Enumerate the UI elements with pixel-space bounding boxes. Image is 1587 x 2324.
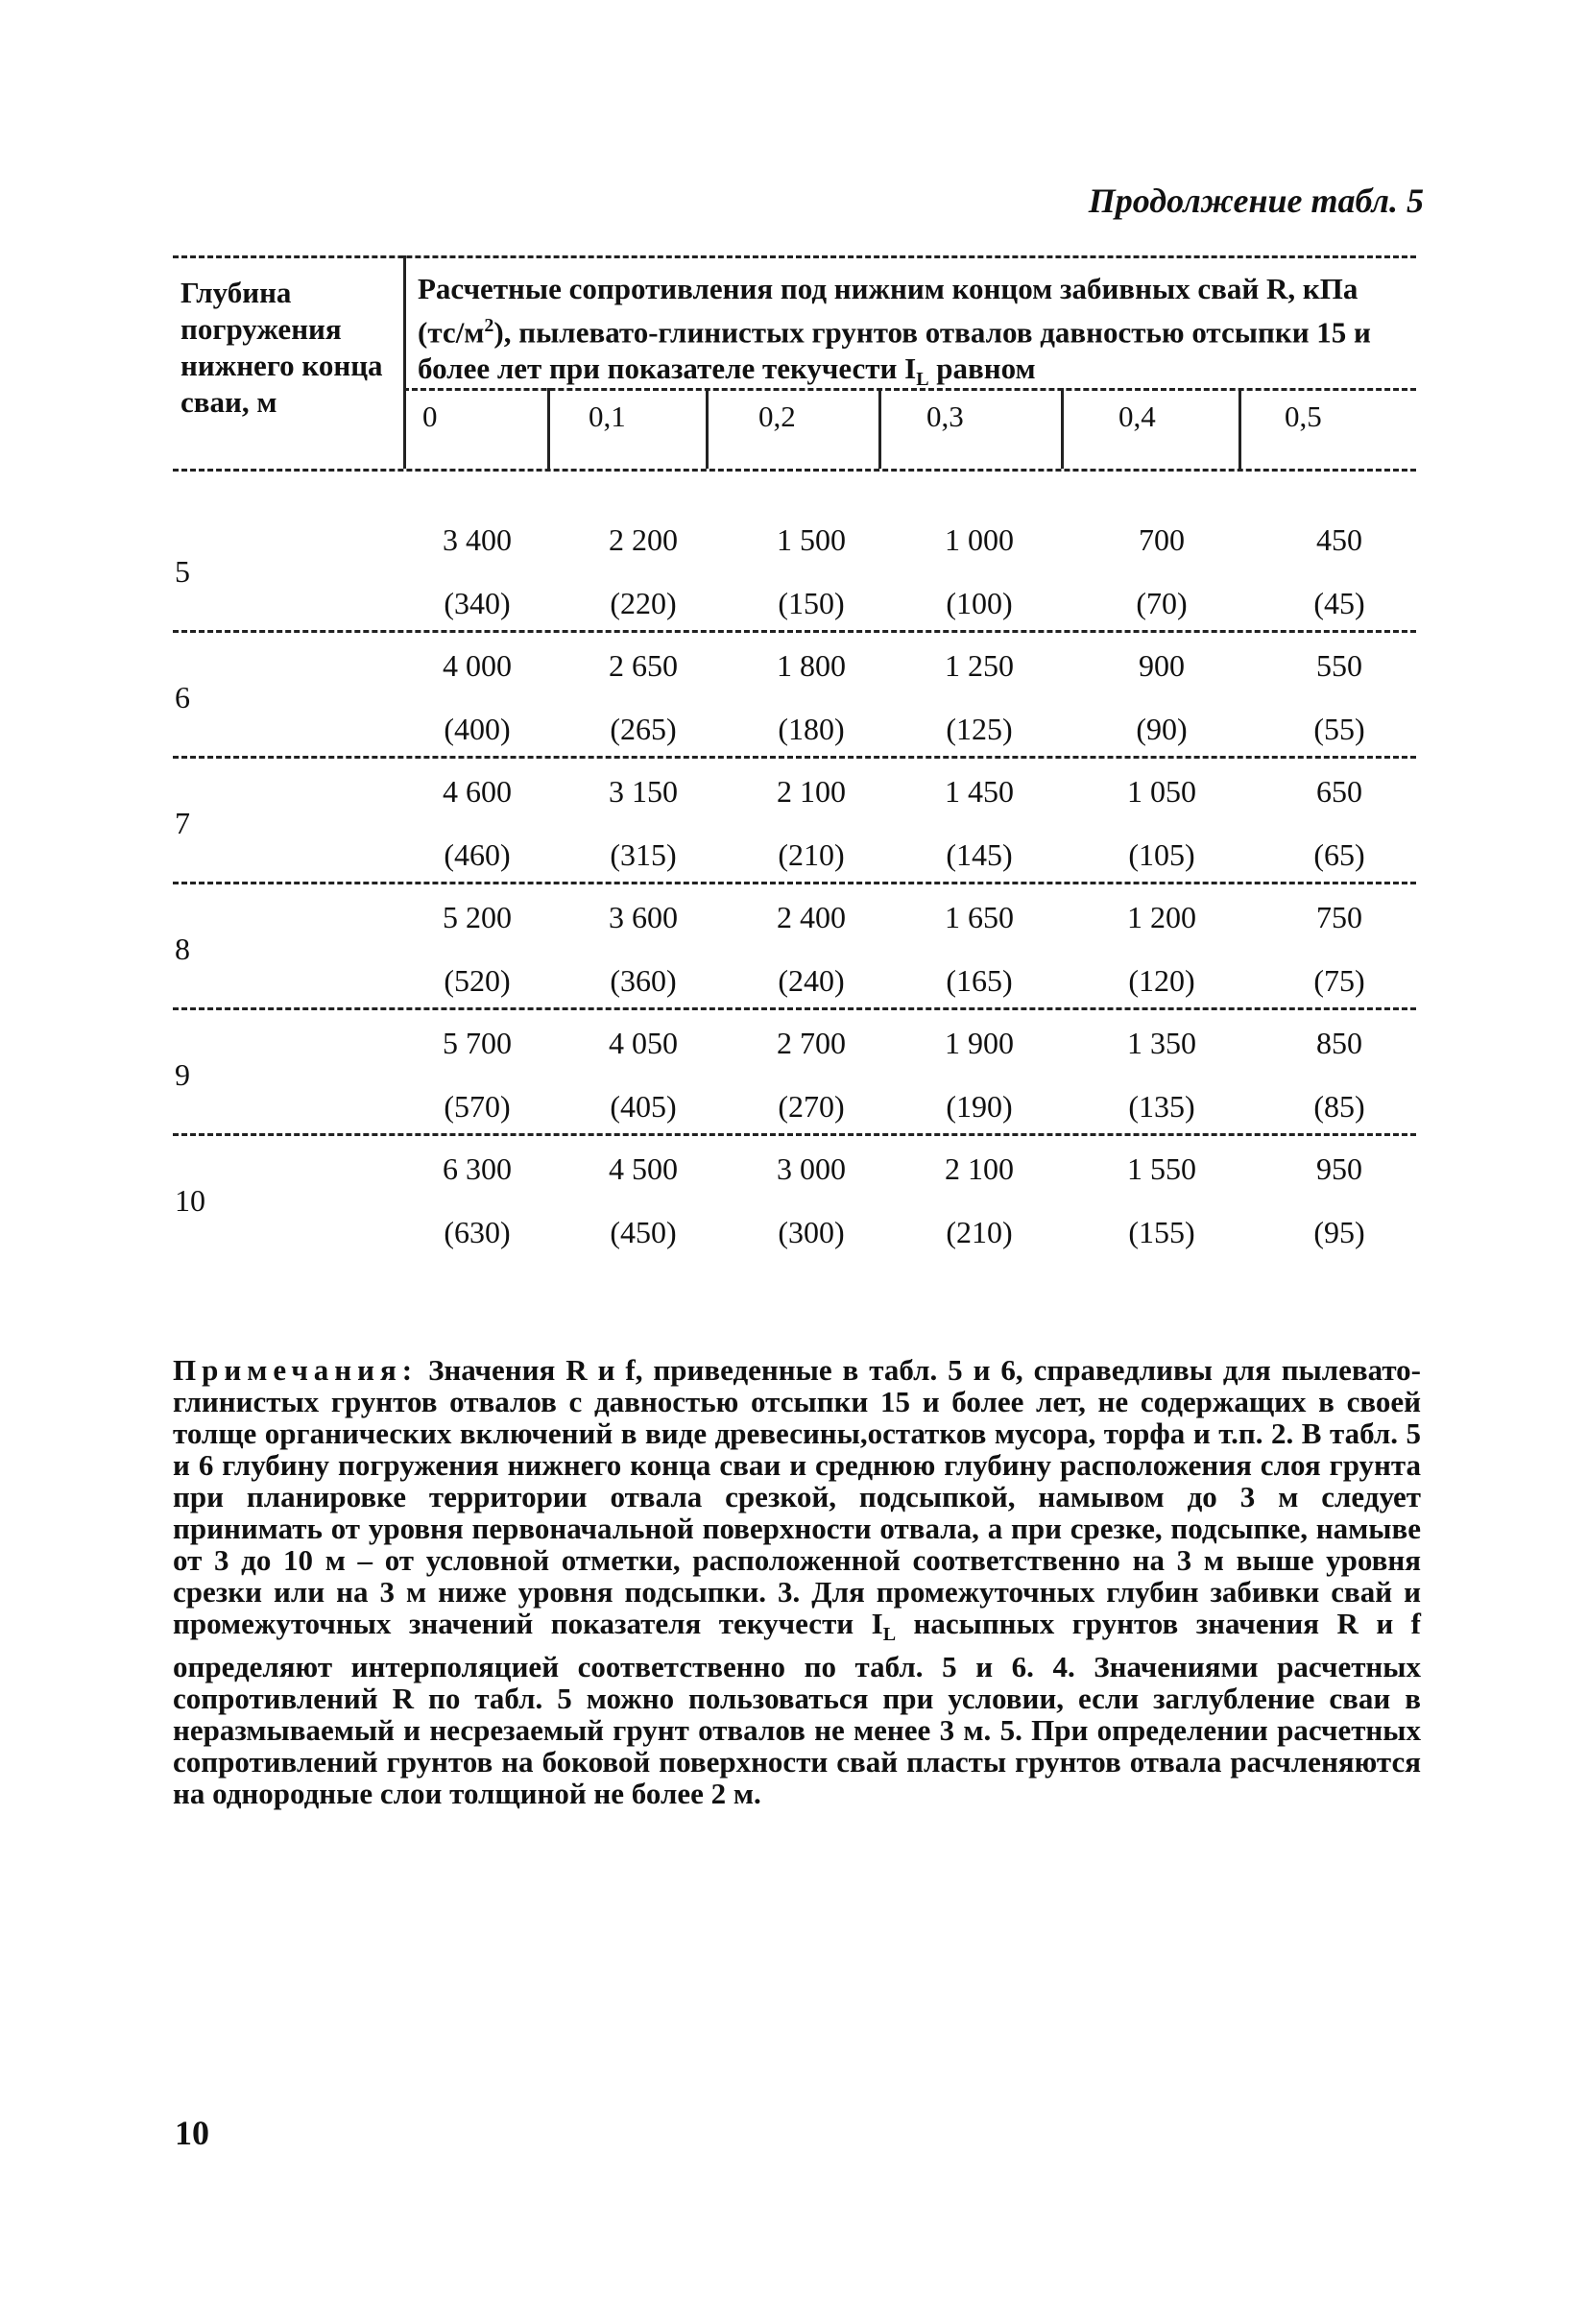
resistance-kpa-value: 4 000 <box>443 648 512 683</box>
table-row <box>173 1151 1416 1277</box>
resistance-kpa-value: 1 800 <box>777 648 846 683</box>
resistance-kpa-value: 2 200 <box>609 522 678 557</box>
depth-value: 10 <box>175 1183 205 1218</box>
resistance-kpa-value: 900 <box>1139 648 1185 683</box>
resistance-kpa-value: 1 050 <box>1127 774 1196 809</box>
resistance-tc-value: (360) <box>610 963 677 998</box>
resistance-kpa-value: 1 500 <box>777 522 846 557</box>
resistance-tc-value: (95) <box>1313 1215 1365 1249</box>
resistance-kpa-value: 1 250 <box>945 648 1014 683</box>
row-separator <box>173 630 1416 633</box>
resistance-kpa-value: 450 <box>1316 522 1362 557</box>
resistance-kpa-value: 1 900 <box>945 1026 1014 1060</box>
resistance-tc-value: (315) <box>610 837 677 872</box>
page-number: 10 <box>175 2114 209 2152</box>
row-separator <box>173 1133 1416 1136</box>
resistance-tc-value: (145) <box>946 837 1013 872</box>
resistance-kpa-value: 1 450 <box>945 774 1014 809</box>
resistance-kpa-value: 1 200 <box>1127 900 1196 934</box>
resistance-kpa-value: 2 400 <box>777 900 846 934</box>
resistance-tc-value: (120) <box>1128 963 1195 998</box>
resistance-tc-value: (240) <box>778 963 845 998</box>
resistance-tc-value: (45) <box>1313 586 1365 620</box>
resistance-tc-value: (55) <box>1313 712 1365 746</box>
depth-value: 7 <box>175 806 190 840</box>
resistance-tc-value: (210) <box>778 837 845 872</box>
resistance-tc-value: (125) <box>946 712 1013 746</box>
resistance-kpa-value: 2 100 <box>777 774 846 809</box>
resistance-tc-value: (65) <box>1313 837 1365 872</box>
il-header-top-rule <box>403 388 1416 391</box>
depth-value: 5 <box>175 554 190 589</box>
resistance-tc-value: (630) <box>444 1215 511 1249</box>
resistance-tc-value: (450) <box>610 1215 677 1249</box>
resistance-kpa-value: 6 300 <box>443 1151 512 1186</box>
resistance-tc-value: (400) <box>444 712 511 746</box>
resistance-kpa-value: 5 700 <box>443 1026 512 1060</box>
row-separator <box>173 882 1416 884</box>
table-header-bottom-rule <box>173 469 1416 472</box>
resistance-kpa-value: 4 500 <box>609 1151 678 1186</box>
resistance-tc-value: (150) <box>778 586 845 620</box>
resistance-kpa-value: 550 <box>1316 648 1362 683</box>
resistance-kpa-value: 1 650 <box>945 900 1014 934</box>
resistance-tc-value: (90) <box>1136 712 1188 746</box>
resistance-kpa-value: 3 400 <box>443 522 512 557</box>
row-separator <box>173 1007 1416 1010</box>
il-value-1: 0,1 <box>589 399 626 433</box>
il-value-2: 0,2 <box>758 399 796 433</box>
il-value-5: 0,5 <box>1285 399 1322 433</box>
continuation-title: Продолжение табл. 5 <box>1088 182 1424 220</box>
resistance-tc-value: (100) <box>946 586 1013 620</box>
resistance-tc-value: (165) <box>946 963 1013 998</box>
resistance-tc-value: (190) <box>946 1089 1013 1124</box>
resistance-tc-value: (105) <box>1128 837 1195 872</box>
notes-label: Примечания: <box>173 1353 419 1387</box>
resistance-tc-value: (135) <box>1128 1089 1195 1124</box>
resistance-tc-value: (460) <box>444 837 511 872</box>
il-value-0: 0 <box>422 399 438 433</box>
resistance-tc-value: (210) <box>946 1215 1013 1249</box>
resistance-kpa-value: 950 <box>1316 1151 1362 1186</box>
resistance-tc-value: (220) <box>610 586 677 620</box>
resistance-kpa-value: 750 <box>1316 900 1362 934</box>
resistance-tc-value: (180) <box>778 712 845 746</box>
resistance-kpa-value: 3 600 <box>609 900 678 934</box>
resistance-kpa-value: 4 050 <box>609 1026 678 1060</box>
resistance-tc-value: (570) <box>444 1089 511 1124</box>
resistance-header: Расчетные сопротивления под нижним концом забивных свай R, кПа $(тс/м^2)$, пылевато-глинистых грунтов отвалов давностью отсыпки 15 и более лет при показателе текучести $I_L$ равном <box>418 272 1371 391</box>
resistance-tc-value: (520) <box>444 963 511 998</box>
resistance-tc-value: (340) <box>444 586 511 620</box>
resistance-kpa-value: 4 600 <box>443 774 512 809</box>
depth-value: 8 <box>175 932 190 966</box>
resistance-kpa-value: 850 <box>1316 1026 1362 1060</box>
resistance-kpa-value: 2 700 <box>777 1026 846 1060</box>
table-notes: Примечания: Значения R и f, приведенные в табл. 5 и 6, справедливы для пылевато-глинистых грунтов отвалов с давностью отсыпки 15 и более лет, не содержащих в своей толще органических включений в виде древесины,остатков мусора, торфа и т.п. 2. В табл. 5 и 6 глубину погружения нижнего конца сваи и среднюю глубину расположения слоя грунта при планировке территории отвала срезкой, подсыпкой, намывом до 3 м следует принимать от уровня первоначальной поверхности отвала, а при срезке, подсыпке, намыве от 3 до 10 м – от условной отметки, расположенной соответственно на 3 м выше уровня срезки или на 3 м ниже уровня подсыпки. 3. Для промежуточных глубин забивки свай и промежуточных значений показателя текучести $I_L$ насыпных грунтов значения R и f определяют интерполяцией соответственно по табл. 5 и 6. 4. Значениями расчетных сопротивлений R по табл. 5 можно пользоваться при условии, если заглубление сваи в неразмываемый и несрезаемый грунт отвалов не менее 3 м. 5. При определении расчетных сопротивлений грунтов на боковой поверхности свай пласты грунтов отвала расчленяются на однородные слои толщиной не более 2 м. <box>173 1353 1421 1811</box>
resistance-kpa-value: 5 200 <box>443 900 512 934</box>
resistance-tc-value: (265) <box>610 712 677 746</box>
resistance-tc-value: (85) <box>1313 1089 1365 1124</box>
resistance-kpa-value: 3 150 <box>609 774 678 809</box>
resistance-tc-value: (70) <box>1136 586 1188 620</box>
resistance-tc-value: (155) <box>1128 1215 1195 1249</box>
il-value-4: 0,4 <box>1118 399 1156 433</box>
resistance-kpa-value: 700 <box>1139 522 1185 557</box>
resistance-tc-value: (300) <box>778 1215 845 1249</box>
resistance-kpa-value: 2 650 <box>609 648 678 683</box>
resistance-tc-value: (75) <box>1313 963 1365 998</box>
resistance-kpa-value: 1 000 <box>945 522 1014 557</box>
resistance-kpa-value: 1 350 <box>1127 1026 1196 1060</box>
table-vertical-divider <box>403 255 406 469</box>
depth-value: 9 <box>175 1057 190 1092</box>
resistance-kpa-value: 1 550 <box>1127 1151 1196 1186</box>
resistance-tc-value: (270) <box>778 1089 845 1124</box>
row-separator <box>173 756 1416 759</box>
resistance-kpa-value: 3 000 <box>777 1151 846 1186</box>
depth-value: 6 <box>175 680 190 714</box>
table-top-rule <box>173 255 1416 258</box>
resistance-tc-value: (405) <box>610 1089 677 1124</box>
il-value-3: 0,3 <box>926 399 964 433</box>
depth-column-header: Глубина погружения нижнего конца сваи, м <box>180 276 383 419</box>
resistance-kpa-value: 2 100 <box>945 1151 1014 1186</box>
resistance-kpa-value: 650 <box>1316 774 1362 809</box>
